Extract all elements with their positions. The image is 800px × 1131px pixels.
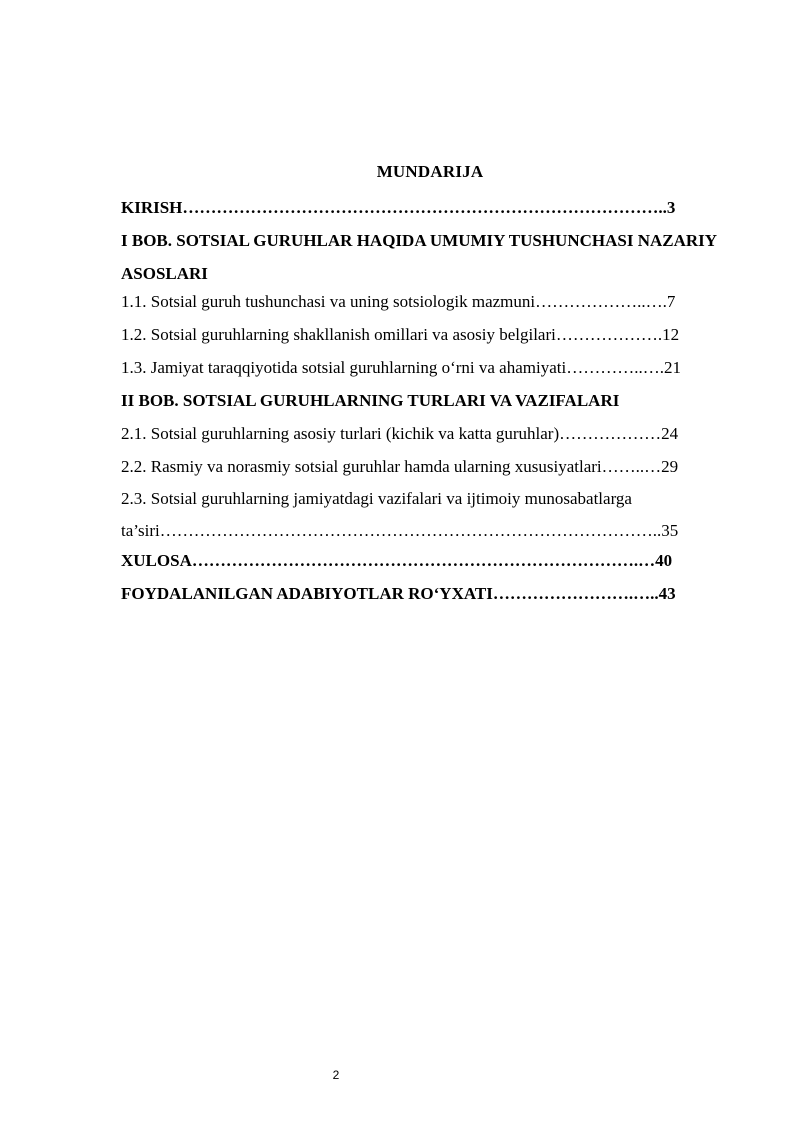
toc-entry-references bbox=[121, 582, 738, 606]
toc-entry-section-1-3 bbox=[121, 356, 738, 380]
toc-entry-text: 1.2. Sotsial guruhlarning shakllanish omillari va asosiy belgilari……………….12 bbox=[121, 325, 680, 344]
toc-entry-chapter-1 bbox=[121, 224, 738, 290]
toc-entry-introduction bbox=[121, 196, 738, 220]
toc-entry-text: II BOB. SOTSIAL GURUHLARNING TURLARI VA VAZIFALARI bbox=[121, 391, 620, 410]
toc-entry-text: 2.2. Rasmiy va norasmiy sotsial guruhlar hamda ularning xususiyatlari……..…29 bbox=[121, 457, 679, 476]
toc-entry-text: 1.1. Sotsial guruh tushunchasi va uning sotsiologik mazmuni………………..….7 bbox=[121, 292, 676, 311]
toc-entry-section-2-2 bbox=[121, 455, 738, 479]
toc-entry-conclusion bbox=[121, 549, 738, 573]
toc-title: MUNDARIJA bbox=[376, 162, 484, 181]
toc-entry-text: FOYDALANILGAN ADABIYOTLAR RO‘YXATI…………………….…..43 bbox=[121, 584, 676, 603]
toc-entry-section-2-3 bbox=[121, 483, 738, 547]
toc-entry-text: I BOB. SOTSIAL GURUHLAR HAQIDA UMUMIY TUSHUNCHASI NAZARIY ASOSLARI bbox=[121, 231, 717, 283]
table-of-contents bbox=[121, 196, 738, 615]
toc-entry-section-1-2 bbox=[121, 323, 738, 347]
toc-entry-section-2-1 bbox=[121, 422, 738, 446]
toc-entry-text: 1.3. Jamiyat taraqqiyotida sotsial guruhlarning o‘rni va ahamiyati…………..….21 bbox=[121, 358, 681, 377]
toc-entry-chapter-2 bbox=[121, 389, 738, 413]
toc-entry-text: 2.3. Sotsial guruhlarning jamiyatdagi vazifalari va ijtimoiy munosabatlarga ta’siri……………………………………………………………………………..35 bbox=[121, 489, 679, 540]
toc-entry-text: 2.1. Sotsial guruhlarning asosiy turlari (kichik va katta guruhlar)………………24 bbox=[121, 424, 679, 443]
page-number: 2 bbox=[332, 1068, 340, 1082]
toc-entry-text: XULOSA…………………………………………………………………….…40 bbox=[121, 551, 673, 570]
toc-entry-section-1-1 bbox=[121, 290, 738, 314]
toc-entry-text: KIRISH…………………………………………………………………………..3 bbox=[121, 198, 676, 217]
